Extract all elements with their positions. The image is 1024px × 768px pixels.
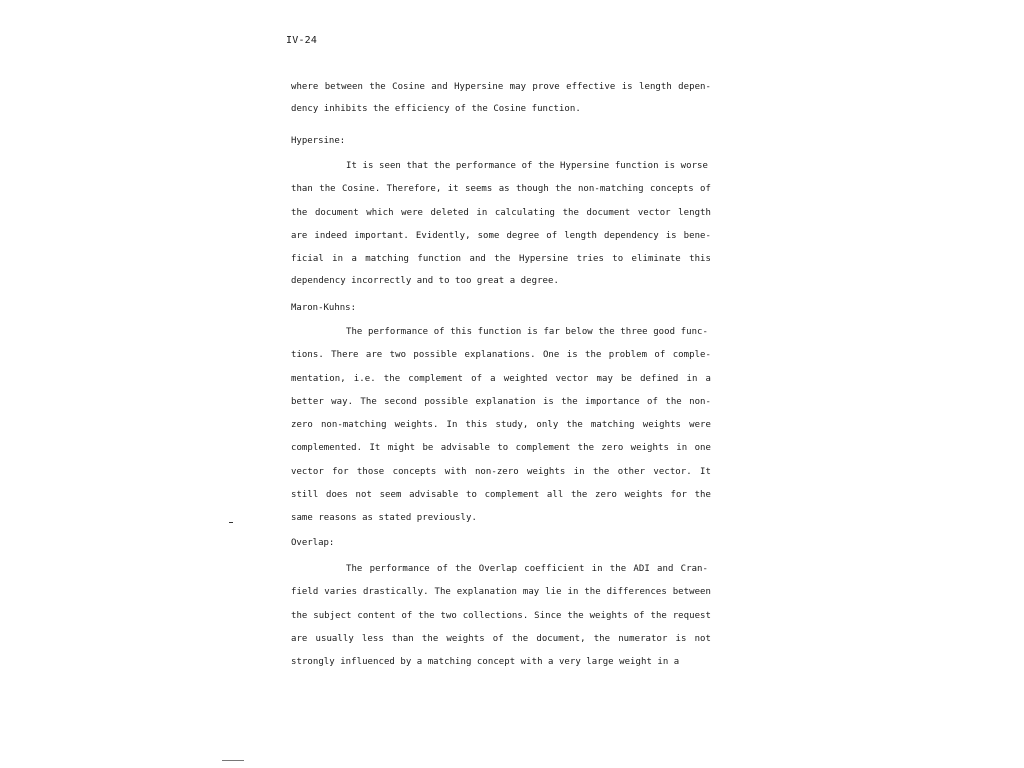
scan-mark: [222, 760, 244, 761]
scan-mark: [229, 522, 233, 523]
page-number: IV-24: [286, 35, 318, 46]
maron-kuhns-line-2: tions. There are two possible explanations. One is the problem of comple-: [291, 350, 711, 360]
maron-kuhns-line-1: The performance of this function is far below the three good func-: [346, 327, 708, 337]
overlap-line-1: The performance of the Overlap coefficient in the ADI and Cran-: [346, 564, 708, 574]
maron-kuhns-line-3: mentation, i.e. the complement of a weighted vector may be defined in a: [291, 374, 711, 384]
overlap-heading: Overlap:: [291, 538, 335, 548]
overlap-line-2: field varies drastically. The explanation may lie in the differences between: [291, 587, 711, 597]
hypersine-line-6: dependency incorrectly and to too great a degree.: [291, 276, 559, 286]
maron-kuhns-line-7: vector for those concepts with non-zero weights in the other vector. It: [291, 467, 711, 477]
hypersine-line-5: ficial in a matching function and the Hypersine tries to eliminate this: [291, 254, 711, 264]
hypersine-line-3: the document which were deleted in calculating the document vector length: [291, 208, 711, 218]
maron-kuhns-line-6: complemented. It might be advisable to complement the zero weights in one: [291, 443, 711, 453]
hypersine-line-4: are indeed important. Evidently, some degree of length dependency is bene-: [291, 231, 711, 241]
maron-kuhns-line-4: better way. The second possible explanation is the importance of the non-: [291, 397, 711, 407]
maron-kuhns-heading: Maron-Kuhns:: [291, 303, 357, 313]
overlap-line-3: the subject content of the two collections. Since the weights of the request: [291, 611, 711, 621]
overlap-line-5: strongly influenced by a matching concept with a very large weight in a: [291, 657, 680, 667]
maron-kuhns-line-9: same reasons as stated previously.: [291, 513, 477, 523]
hypersine-line-1: It is seen that the performance of the Hypersine function is worse: [346, 161, 708, 171]
hypersine-line-2: than the Cosine. Therefore, it seems as though the non-matching concepts of: [291, 184, 711, 194]
overlap-line-4: are usually less than the weights of the document, the numerator is not: [291, 634, 711, 644]
maron-kuhns-line-8: still does not seem advisable to complement all the zero weights for the: [291, 490, 711, 500]
maron-kuhns-line-5: zero non-matching weights. In this study, only the matching weights were: [291, 420, 711, 430]
intro-line-2: dency inhibits the efficiency of the Cosine function.: [291, 104, 581, 114]
intro-line-1: where between the Cosine and Hypersine may prove effective is length depen-: [291, 82, 711, 92]
hypersine-heading: Hypersine:: [291, 136, 346, 146]
